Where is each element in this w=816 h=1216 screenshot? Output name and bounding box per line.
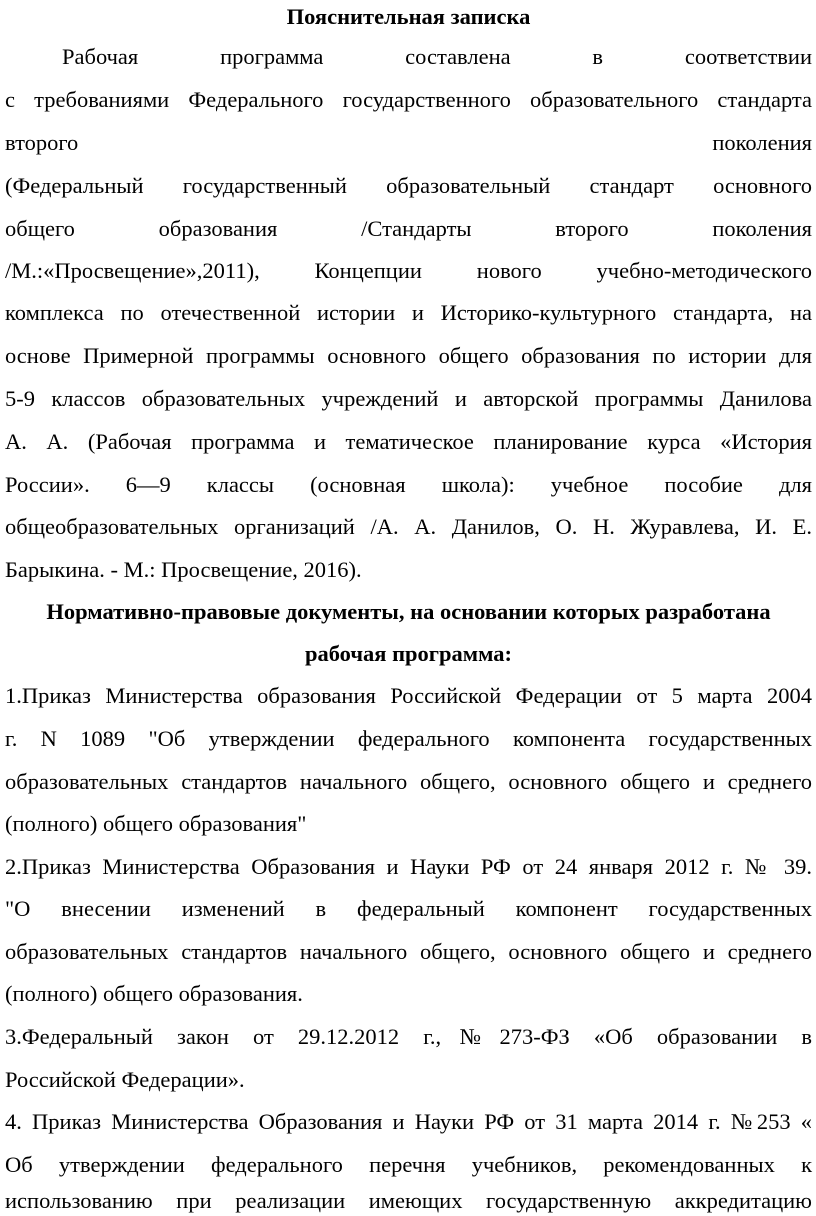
intro-line: А. А. (Рабочая программа и тематическое планирование курса «История bbox=[5, 429, 812, 454]
intro-line: второго поколения bbox=[5, 130, 812, 155]
intro-line: /М.:«Просвещение»,2011), Концепции нового учебно-методического bbox=[5, 258, 812, 283]
list-line: Российской Федерации». bbox=[5, 1067, 245, 1092]
intro-line: России». 6—9 классы (основная школа): учебное пособие для bbox=[5, 472, 812, 497]
list-line: 4. Приказ Министерства Образования и Науки РФ от 31 марта 2014 г. №253 « bbox=[5, 1109, 812, 1134]
intro-line: основе Примерной программы основного общего образования по истории для bbox=[5, 343, 812, 368]
intro-line: 5-9 классов образовательных учреждений и авторской программы Данилова bbox=[5, 386, 812, 411]
intro-line: общего образования /Стандарты второго поколения bbox=[5, 216, 812, 241]
intro-line: Рабочая программа составлена в соответствии bbox=[62, 44, 812, 69]
list-line: "О внесении изменений в федеральный компонент государственных bbox=[5, 896, 812, 921]
list-line: Об утверждении федерального перечня учебников, рекомендованных к bbox=[5, 1152, 812, 1177]
list-line: 1.Приказ Министерства образования Российской Федерации от 5 марта 2004 bbox=[5, 683, 812, 708]
section-heading: рабочая программа: bbox=[304, 641, 513, 666]
list-line: образовательных стандартов начального общего, основного общего и среднего bbox=[5, 939, 812, 964]
list-line: 2.Приказ Министерства Образования и Науки РФ от 24 января 2012 г. № 39. bbox=[5, 854, 812, 879]
document-title: Пояснительная записка bbox=[286, 4, 531, 29]
intro-line: комплекса по отечественной истории и Историко-культурного стандарта, на bbox=[5, 300, 812, 325]
list-line: использованию при реализации имеющих государственную аккредитацию bbox=[5, 1188, 812, 1213]
list-line: г. N 1089 "Об утверждении федерального компонента государственных bbox=[5, 726, 812, 751]
list-line: (полного) общего образования" bbox=[5, 811, 307, 836]
intro-line: общеобразовательных организаций /А. А. Данилов, О. Н. Журавлева, И. Е. bbox=[5, 514, 812, 539]
intro-line: с требованиями Федерального государственного образовательного стандарта bbox=[5, 87, 812, 112]
list-line: образовательных стандартов начального общего, основного общего и среднего bbox=[5, 769, 812, 794]
intro-line: Барыкина. - М.: Просвещение, 2016). bbox=[5, 557, 362, 582]
intro-line: (Федеральный государственный образовательный стандарт основного bbox=[5, 173, 812, 198]
list-line: (полного) общего образования. bbox=[5, 981, 303, 1006]
section-heading: Нормативно-правовые документы, на основании которых разработана bbox=[46, 599, 771, 624]
list-line: 3.Федеральный закон от 29.12.2012 г.,№273-ФЗ «Об образовании в bbox=[5, 1024, 812, 1049]
